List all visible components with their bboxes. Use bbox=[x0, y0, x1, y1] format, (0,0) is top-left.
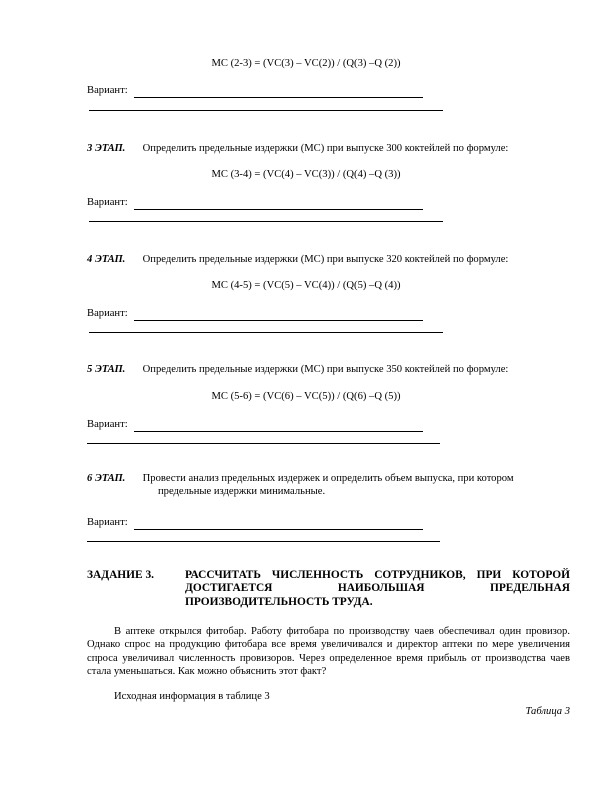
answer-line[interactable] bbox=[89, 110, 443, 111]
formula-mc-2-3: MC (2-3) = (VC(3) – VC(2)) / (Q(3) –Q (2)) bbox=[211, 58, 401, 69]
stage-text: Определить предельные издержки (МС) при выпуске 320 коктейлей по формуле: bbox=[142, 254, 509, 265]
stage-6-heading bbox=[87, 473, 514, 484]
answer-line[interactable] bbox=[134, 209, 423, 210]
stage-4-heading bbox=[87, 254, 508, 265]
answer-line[interactable] bbox=[89, 332, 443, 333]
stage-label: 5 ЭТАП. bbox=[87, 364, 126, 375]
stage-text-line1: Провести анализ предельных издержек и определить объем выпуска, при котором bbox=[142, 473, 514, 484]
task-3-paragraph: В аптеке открылся фитобар. Работу фитобара по производству чаев обеспечивал один провизор. Однако спрос на продукцию фитобара все время увеличивался и директор аптеки по мере увеличения спроса увеличивал численность провизоров. Через определенное время прибыль от производства чаев стала уменьшаться. Как можно объяснить этот факт? bbox=[87, 626, 570, 677]
stage-5-heading bbox=[87, 364, 508, 375]
source-info: Исходная информация в таблице 3 bbox=[114, 691, 270, 702]
answer-line[interactable] bbox=[134, 431, 423, 432]
answer-line[interactable] bbox=[134, 97, 423, 98]
stage-label: 4 ЭТАП. bbox=[87, 254, 126, 265]
task-3-title-line2: ДОСТИГАЕТСЯ НАИБОЛЬШАЯ ПРЕДЕЛЬНАЯ bbox=[185, 582, 570, 594]
formula-mc-4-5: MC (4-5) = (VC(5) – VC(4)) / (Q(5) –Q (4)) bbox=[211, 280, 401, 291]
answer-line[interactable] bbox=[134, 320, 423, 321]
formula-mc-3-4: MC (3-4) = (VC(4) – VC(3)) / (Q(4) –Q (3)) bbox=[211, 169, 401, 180]
answer-line[interactable] bbox=[87, 541, 440, 542]
task-3-title-line3: ПРОИЗВОДИТЕЛЬНОСТЬ ТРУДА. bbox=[185, 596, 373, 608]
variant-label: Вариант: bbox=[87, 85, 128, 96]
variant-label: Вариант: bbox=[87, 197, 128, 208]
table-caption: Таблица 3 bbox=[525, 706, 570, 717]
task-3-label: ЗАДАНИЕ 3. bbox=[87, 569, 155, 581]
variant-label: Вариант: bbox=[87, 308, 128, 319]
stage-text: Определить предельные издержки (МС) при выпуске 300 коктейлей по формуле: bbox=[142, 143, 509, 154]
stage-label: 3 ЭТАП. bbox=[87, 143, 126, 154]
stage-3-heading bbox=[87, 143, 508, 154]
answer-line[interactable] bbox=[89, 221, 443, 222]
variant-label: Вариант: bbox=[87, 517, 128, 528]
answer-line[interactable] bbox=[87, 443, 440, 444]
variant-label: Вариант: bbox=[87, 419, 128, 430]
answer-line[interactable] bbox=[134, 529, 423, 530]
stage-text: Определить предельные издержки (МС) при выпуске 350 коктейлей по формуле: bbox=[142, 364, 509, 375]
stage-text-line2: предельные издержки минимальные. bbox=[158, 486, 326, 497]
formula-mc-5-6: MC (5-6) = (VC(6) – VC(5)) / (Q(6) –Q (5)) bbox=[211, 391, 401, 402]
task-3-title-line1: РАССЧИТАТЬ ЧИСЛЕННОСТЬ СОТРУДНИКОВ, ПРИ КОТОРОЙ bbox=[185, 569, 570, 581]
stage-label: 6 ЭТАП. bbox=[87, 473, 126, 484]
